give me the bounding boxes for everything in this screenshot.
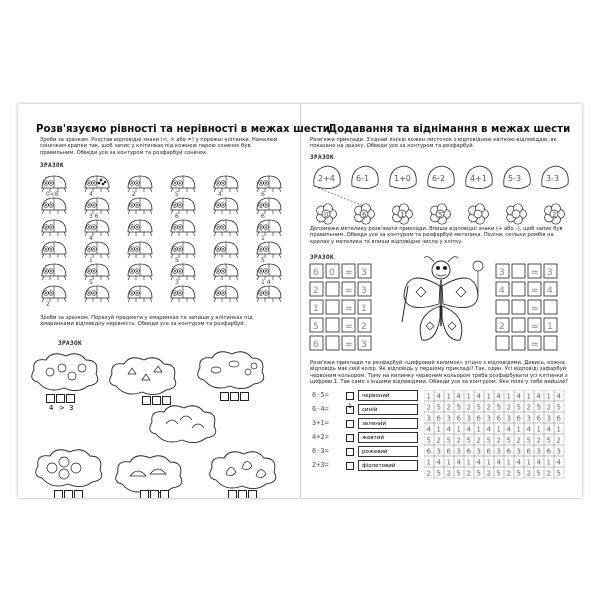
carpet-digit: 1 xyxy=(436,425,441,434)
ladybug xyxy=(42,220,66,236)
ladybug xyxy=(128,176,152,198)
flower xyxy=(431,204,451,224)
cloud-answer-box[interactable] xyxy=(140,490,149,498)
carpet-digit: 1 xyxy=(456,425,461,434)
carpet-digit: 5 xyxy=(436,403,441,412)
ladybug-grid xyxy=(24,166,294,306)
butterfly-cell xyxy=(544,336,557,350)
palette-answer-box[interactable] xyxy=(346,420,354,428)
carpet-digit: 1 xyxy=(506,458,511,467)
carpet-digit: 1 xyxy=(466,458,471,467)
carpet-digit: 3 xyxy=(496,447,501,456)
leaf-example: 5-3 xyxy=(508,174,522,183)
ladybug xyxy=(171,176,195,198)
ladybug-answer: 6 xyxy=(175,213,179,220)
palette-answer-box[interactable] xyxy=(346,434,354,442)
sample-label-2: ЗРАЗОК xyxy=(58,340,83,347)
ladybug-answer: 5 xyxy=(261,257,265,264)
carpet-digit: 2 xyxy=(426,403,431,412)
leaf xyxy=(466,166,492,189)
leaf-example: 6-2 xyxy=(432,174,446,183)
carpet-digit: 2 xyxy=(446,469,451,478)
left-instruction-1: Зроби за зразком. Розстав відповідні знаки (<, > або =) у порожні клітинки. Намалюй сонечкам крапки так, щоб запис у клітинках під кожною парою сонечок був правильним. Обведи усе за контуром та розфарбуй сонечок. xyxy=(40,137,278,156)
ladybug-answer: 4 xyxy=(89,191,93,198)
palette-answer-box[interactable] xyxy=(346,406,354,414)
carpet-digit: 4 xyxy=(486,425,491,434)
ladybug-answer: 3 xyxy=(175,279,179,286)
ladybug-answer: 6 xyxy=(261,191,265,198)
butterfly-cell xyxy=(544,300,557,314)
right-instruction-3: Розв'яжи приклади та розфарбуй «цифровий килимок» згідно з відповідями. Дивись, кожна відповідь має свій колір. Як відповідь у першому прикладі? Так, один. Усі відповіді зафарбуй червоним кольором. Тому на килимку червоним кольором треба розфарбувати усі клітинки з цифрою 1. Так само з іншими відповідями. Обведи усе за контуром. Яке поле у тебе вийшло? xyxy=(310,360,569,386)
butterfly-cell xyxy=(512,318,525,332)
carpet-digit: 2 xyxy=(506,403,511,412)
ladybug xyxy=(257,286,281,302)
carpet-digit: 3 xyxy=(506,414,511,423)
ladybug-answer: 4 xyxy=(218,191,222,198)
ladybug xyxy=(128,286,152,302)
ladybug xyxy=(257,220,281,242)
ladybug-answer: 2 xyxy=(132,191,136,198)
butterfly-value: 3 xyxy=(361,286,367,296)
cloud-answer-box[interactable] xyxy=(152,396,161,405)
ladybug xyxy=(42,264,66,280)
cloud-answer-box[interactable]: > xyxy=(56,394,65,403)
carpet-digit: 4 xyxy=(536,458,541,467)
cloud-2 xyxy=(110,358,176,395)
left-page-title: Розв'язуємо рівності та нерівності в межах шести xyxy=(36,124,330,135)
ladybug xyxy=(128,220,152,236)
clouds-section xyxy=(18,344,298,494)
carpet-digit: 2 xyxy=(476,436,481,445)
flower-answer: 6 xyxy=(362,211,367,219)
palette-color-label: жовтий xyxy=(358,432,418,443)
ladybug xyxy=(85,220,109,242)
ladybug-answer: 1 4 xyxy=(261,279,271,286)
carpet-digit: 2 xyxy=(546,403,551,412)
carpet-digit: 2 xyxy=(426,469,431,478)
carpet-digit: 1 xyxy=(496,425,501,434)
carpet-digit: 1 xyxy=(486,458,491,467)
palette-example: 2+3= xyxy=(312,461,329,469)
ladybug xyxy=(171,220,195,236)
butterfly-cell xyxy=(512,282,525,296)
carpet-digit: 4 xyxy=(456,392,461,401)
butterfly-value: 1 xyxy=(313,304,319,314)
carpet-digit: 3 xyxy=(516,447,521,456)
equals-sign: = xyxy=(345,340,353,350)
cloud-answer-box[interactable] xyxy=(248,490,257,498)
equals-sign: = xyxy=(531,340,539,350)
carpet-digit: 5 xyxy=(556,403,561,412)
right-page xyxy=(300,104,582,498)
cloud-answer-box[interactable] xyxy=(220,392,229,401)
leaf-example: 2+4 xyxy=(318,174,335,183)
ladybug-answer: 5 xyxy=(175,257,179,264)
palette-row xyxy=(312,404,422,417)
leaf xyxy=(504,166,530,189)
cloud-4 xyxy=(150,406,216,443)
butterfly-value: 3 xyxy=(499,268,505,278)
flower-answer: 5 xyxy=(438,211,443,219)
carpet-digit: 2 xyxy=(456,436,461,445)
ladybug xyxy=(85,176,109,198)
palette-row xyxy=(312,418,422,431)
ladybug xyxy=(214,220,238,236)
flower xyxy=(393,204,413,224)
palette-example: 6-5= xyxy=(312,391,329,399)
equals-sign: = xyxy=(531,268,539,278)
cloud-6 xyxy=(116,456,182,493)
cloud-answer-box[interactable] xyxy=(228,490,237,498)
carpet-digit: 1 xyxy=(446,458,451,467)
leaf-example: 1+0 xyxy=(394,174,411,183)
carpet-digit: 3 xyxy=(486,414,491,423)
carpet-digit: 2 xyxy=(506,469,511,478)
ladybug-answer: 2 xyxy=(46,301,50,306)
palette-color-label: фіолетовий xyxy=(358,460,418,471)
carpet-digit: 5 xyxy=(466,436,471,445)
carpet-digit: 2 xyxy=(526,469,531,478)
flower-answer: 2 xyxy=(552,211,557,219)
carpet-digit: 3 xyxy=(436,447,441,456)
ladybug xyxy=(214,286,238,302)
ladybug xyxy=(42,176,66,198)
carpet-digit: 3 xyxy=(456,447,461,456)
carpet-digit: 5 xyxy=(526,436,531,445)
flower xyxy=(507,204,527,224)
carpet-digit: 6 xyxy=(536,414,541,423)
carpet-digit: 5 xyxy=(506,436,511,445)
ladybug-answer: 3 6 xyxy=(89,213,99,220)
butterfly-value: 1 xyxy=(361,304,367,314)
ladybug xyxy=(42,242,66,258)
sample-label: ЗРАЗОК xyxy=(40,162,65,169)
carpet-digit: 5 xyxy=(516,403,521,412)
butterfly-cell xyxy=(512,264,525,278)
carpet-digit: 1 xyxy=(506,392,511,401)
carpet-digit: 1 xyxy=(526,392,531,401)
ladybug xyxy=(257,198,281,220)
cloud-answer-box[interactable] xyxy=(54,490,63,498)
flower-answer: 0 xyxy=(324,211,329,219)
butterfly-value: 1 xyxy=(547,322,553,332)
carpet-digit: 6 xyxy=(446,447,451,456)
ladybug xyxy=(128,198,152,214)
flower xyxy=(469,204,489,224)
carpet-digit: 1 xyxy=(426,392,431,401)
carpet-digit: 3 xyxy=(446,414,451,423)
carpet-digit: 1 xyxy=(466,392,471,401)
palette-example: 4+2= xyxy=(312,433,329,441)
carpet-digit: 4 xyxy=(536,392,541,401)
carpet-digit: 1 xyxy=(556,425,561,434)
cloud-answer-box[interactable] xyxy=(74,490,83,498)
palette-row xyxy=(312,446,422,459)
ladybug xyxy=(257,264,281,286)
carpet-digit: 1 xyxy=(476,425,481,434)
color-palette xyxy=(312,390,428,482)
palette-example: 6-3= xyxy=(312,447,329,455)
carpet-digit: 3 xyxy=(466,414,471,423)
workbook-spread xyxy=(18,104,582,498)
palette-answer-box[interactable] xyxy=(346,462,354,470)
ladybug-answer: 0<6 xyxy=(46,191,59,198)
flower xyxy=(355,204,375,224)
carpet-digit: 3 xyxy=(526,414,531,423)
ladybug xyxy=(85,264,109,286)
carpet-digit: 1 xyxy=(426,458,431,467)
right-sample-label-2: ЗРАЗОК xyxy=(310,254,335,261)
carpet-digit: 5 xyxy=(496,403,501,412)
ladybug xyxy=(214,242,238,258)
carpet-digit: 6 xyxy=(496,414,501,423)
butterfly-value: 6 xyxy=(313,268,319,278)
carpet-digit: 6 xyxy=(456,414,461,423)
palette-color-label: червоний xyxy=(358,390,418,401)
carpet-digit: 5 xyxy=(496,469,501,478)
carpet-digit: 3 xyxy=(556,447,561,456)
butterfly-value: 5 xyxy=(313,322,319,332)
leaf xyxy=(314,166,340,189)
right-instruction-2: Допоможи метелику розв'язати приклади. Впиши відповідні знаки (+ або –), щоб запис був правильним. Обведи усе за контуром та розфарбуй метелика. Полічи, скільки ромбів на крилах у метелика та впиши відповідне число у клітку. xyxy=(310,226,563,245)
butterfly-cell xyxy=(326,300,339,314)
carpet-digit: 4 xyxy=(516,458,521,467)
carpet-digit: 5 xyxy=(456,403,461,412)
carpet-digit: 5 xyxy=(486,436,491,445)
ladybug-answer: 1 xyxy=(89,257,93,264)
equals-sign: = xyxy=(345,286,353,296)
palette-row xyxy=(312,432,422,445)
carpet-digit: 3 xyxy=(426,414,431,423)
ladybug xyxy=(171,264,195,286)
palette-row xyxy=(312,460,422,473)
right-instruction-1: Розв'яжи приклади. З'єднай лінією кожен листочок з відповідною квіткою-відповіддю, як показано на зразку. Обведи усе за контуром та розфарбуй. xyxy=(310,137,557,150)
butterfly-illustration xyxy=(396,256,486,356)
leaf-example: 4+1 xyxy=(470,174,487,183)
carpet-digit: 4 xyxy=(526,425,531,434)
ladybug xyxy=(85,286,109,302)
carpet-digit: 2 xyxy=(446,403,451,412)
palette-color-label: зелений xyxy=(358,418,418,429)
ladybug xyxy=(42,286,66,306)
carpet-digit: 1 xyxy=(486,392,491,401)
cloud-answer-box[interactable]: 3 xyxy=(66,394,75,403)
ladybug xyxy=(85,242,109,264)
palette-example: 6-4= xyxy=(312,405,329,413)
leaf xyxy=(542,166,568,189)
carpet-digit: 6 xyxy=(556,414,561,423)
butterfly-value: 3 xyxy=(361,268,367,278)
palette-color-label: синій xyxy=(358,404,418,415)
carpet-digit: 5 xyxy=(536,403,541,412)
sample-connection-line xyxy=(318,188,364,206)
carpet-digit: 2 xyxy=(516,436,521,445)
butterfly-value: 6 xyxy=(313,340,319,350)
carpet-digit: 2 xyxy=(466,469,471,478)
carpet-digit: 4 xyxy=(436,392,441,401)
carpet-digit: 4 xyxy=(456,458,461,467)
carpet-digit: 2 xyxy=(556,436,561,445)
cloud-answer-box[interactable] xyxy=(230,392,239,401)
cloud-answer-box[interactable] xyxy=(64,490,73,498)
carpet-digit: 4 xyxy=(496,392,501,401)
butterfly-value: 0 xyxy=(329,268,335,278)
ladybug xyxy=(171,198,195,220)
leaf-example: 3-3 xyxy=(546,174,560,183)
carpet-digit: 1 xyxy=(536,425,541,434)
butterfly-cell xyxy=(512,300,525,314)
butterfly-cell xyxy=(496,300,509,314)
ladybug xyxy=(128,264,152,280)
digital-carpet xyxy=(424,390,574,482)
equals-sign: = xyxy=(345,322,353,332)
carpet-digit: 5 xyxy=(556,469,561,478)
cloud-5 xyxy=(36,450,102,487)
carpet-digit: 2 xyxy=(496,436,501,445)
palette-example: 3+1= xyxy=(312,419,329,427)
carpet-digit: 1 xyxy=(526,458,531,467)
butterfly-value: 3 xyxy=(547,268,553,278)
carpet-digit: 2 xyxy=(536,436,541,445)
ladybug xyxy=(171,286,195,302)
carpet-digit: 2 xyxy=(526,403,531,412)
carpet-digit: 1 xyxy=(516,425,521,434)
butterfly-cell xyxy=(326,282,339,296)
cloud-sample xyxy=(32,354,98,391)
carpet-digit: 4 xyxy=(476,458,481,467)
carpet-digit: 5 xyxy=(476,403,481,412)
carpet-digit: 2 xyxy=(436,436,441,445)
carpet-digit: 2 xyxy=(486,403,491,412)
ladybug-answer: 4 xyxy=(89,235,93,242)
flower xyxy=(545,204,565,224)
butterfly-cell xyxy=(326,336,339,350)
carpet-digit: 4 xyxy=(466,425,471,434)
carpet-digit: 6 xyxy=(476,414,481,423)
flower-answer: 1 xyxy=(400,211,405,219)
carpet-digit: 5 xyxy=(446,436,451,445)
cloud-answer-box[interactable] xyxy=(240,392,249,401)
carpet-digit: 6 xyxy=(516,414,521,423)
cloud-answer-box[interactable] xyxy=(238,490,247,498)
carpet-digit: 4 xyxy=(516,392,521,401)
ladybug xyxy=(214,198,238,214)
right-page-title: Додавання та віднімання в межах шести xyxy=(328,124,571,135)
carpet-digit: 4 xyxy=(556,458,561,467)
carpet-digit: 2 xyxy=(466,403,471,412)
ladybug-answer: 1 xyxy=(261,235,265,242)
carpet-digit: 6 xyxy=(426,447,431,456)
cloud-7 xyxy=(210,452,276,489)
carpet-digit: 4 xyxy=(556,392,561,401)
carpet-digit: 6 xyxy=(526,447,531,456)
ladybug-answer: 5 xyxy=(175,191,179,198)
butterfly-value: 3 xyxy=(361,340,367,350)
leaf xyxy=(390,166,416,189)
butterfly-cell xyxy=(326,318,339,332)
butterfly-value: 2 xyxy=(361,322,367,332)
palette-answer-box[interactable]: 1 xyxy=(346,392,354,400)
equals-sign: = xyxy=(345,304,353,314)
carpet-digit: 5 xyxy=(536,469,541,478)
carpet-digit: 5 xyxy=(426,436,431,445)
carpet-digit: 2 xyxy=(486,469,491,478)
butterfly-value: 2 xyxy=(313,286,319,296)
carpet-digit: 6 xyxy=(506,447,511,456)
ladybug-answer: 5 xyxy=(89,279,93,286)
cloud-answer-box[interactable]: 4 xyxy=(46,394,55,403)
cloud-answer-box[interactable] xyxy=(150,490,159,498)
carpet-digit: 6 xyxy=(466,447,471,456)
carpet-digit: 1 xyxy=(546,458,551,467)
ladybug-answer: 6 xyxy=(261,213,265,220)
butterfly-value: 4 xyxy=(547,286,553,296)
equals-sign: = xyxy=(531,322,539,332)
carpet-digit: 6 xyxy=(546,447,551,456)
carpet-digit: 2 xyxy=(546,469,551,478)
ladybug xyxy=(42,198,66,214)
flower xyxy=(317,204,337,224)
carpet-digit: 5 xyxy=(516,469,521,478)
ladybug xyxy=(171,242,195,264)
carpet-digit: 5 xyxy=(436,469,441,478)
butterfly-value: 4 xyxy=(499,286,505,296)
carpet-digit: 4 xyxy=(546,425,551,434)
ladybug xyxy=(257,242,281,264)
cloud-answer-box[interactable] xyxy=(142,396,151,405)
equals-sign: = xyxy=(531,304,539,314)
carpet-digit: 4 xyxy=(436,458,441,467)
ladybug xyxy=(128,242,152,258)
right-sample-label: ЗРАЗОК xyxy=(310,154,335,161)
carpet-digit: 1 xyxy=(546,392,551,401)
palette-answer-box[interactable] xyxy=(346,448,354,456)
carpet-digit: 5 xyxy=(476,469,481,478)
leaf xyxy=(352,166,378,189)
carpet-digit: 6 xyxy=(486,447,491,456)
ladybug xyxy=(257,176,281,198)
carpet-digit: 4 xyxy=(426,425,431,434)
equals-sign: = xyxy=(531,286,539,296)
carpet-digit: 1 xyxy=(446,392,451,401)
carpet-digit: 6 xyxy=(436,414,441,423)
butterfly-value: 2 xyxy=(499,322,505,332)
ladybug xyxy=(214,176,238,198)
butterfly-cell xyxy=(496,336,509,350)
carpet-digit: 5 xyxy=(546,436,551,445)
carpet-digit: 3 xyxy=(476,447,481,456)
leaf-example: 6-1 xyxy=(356,174,370,183)
butterfly-cell xyxy=(512,336,525,350)
equals-sign: = xyxy=(345,268,353,278)
carpet-digit: 3 xyxy=(536,447,541,456)
carpet-digit: 3 xyxy=(546,414,551,423)
carpet-digit: 4 xyxy=(476,392,481,401)
carpet-digit: 4 xyxy=(496,458,501,467)
ladybug xyxy=(85,198,109,220)
cloud-answer-box[interactable] xyxy=(160,490,169,498)
carpet-digit: 4 xyxy=(506,425,511,434)
cloud-answer-box[interactable] xyxy=(162,396,171,405)
carpet-digit: 4 xyxy=(446,425,451,434)
cloud-3 xyxy=(198,352,264,389)
left-instruction-2: Зроби за зразком. Порахуй предмети у хмаринках та запиши у клітинках під хмаринками відповідну нерівність. Обведи усе за контуром та розфарбуй. xyxy=(40,315,253,328)
leaf xyxy=(428,166,454,189)
carpet-digit: 5 xyxy=(456,469,461,478)
palette-color-label: рожевий xyxy=(358,446,418,457)
ladybug xyxy=(214,264,238,280)
